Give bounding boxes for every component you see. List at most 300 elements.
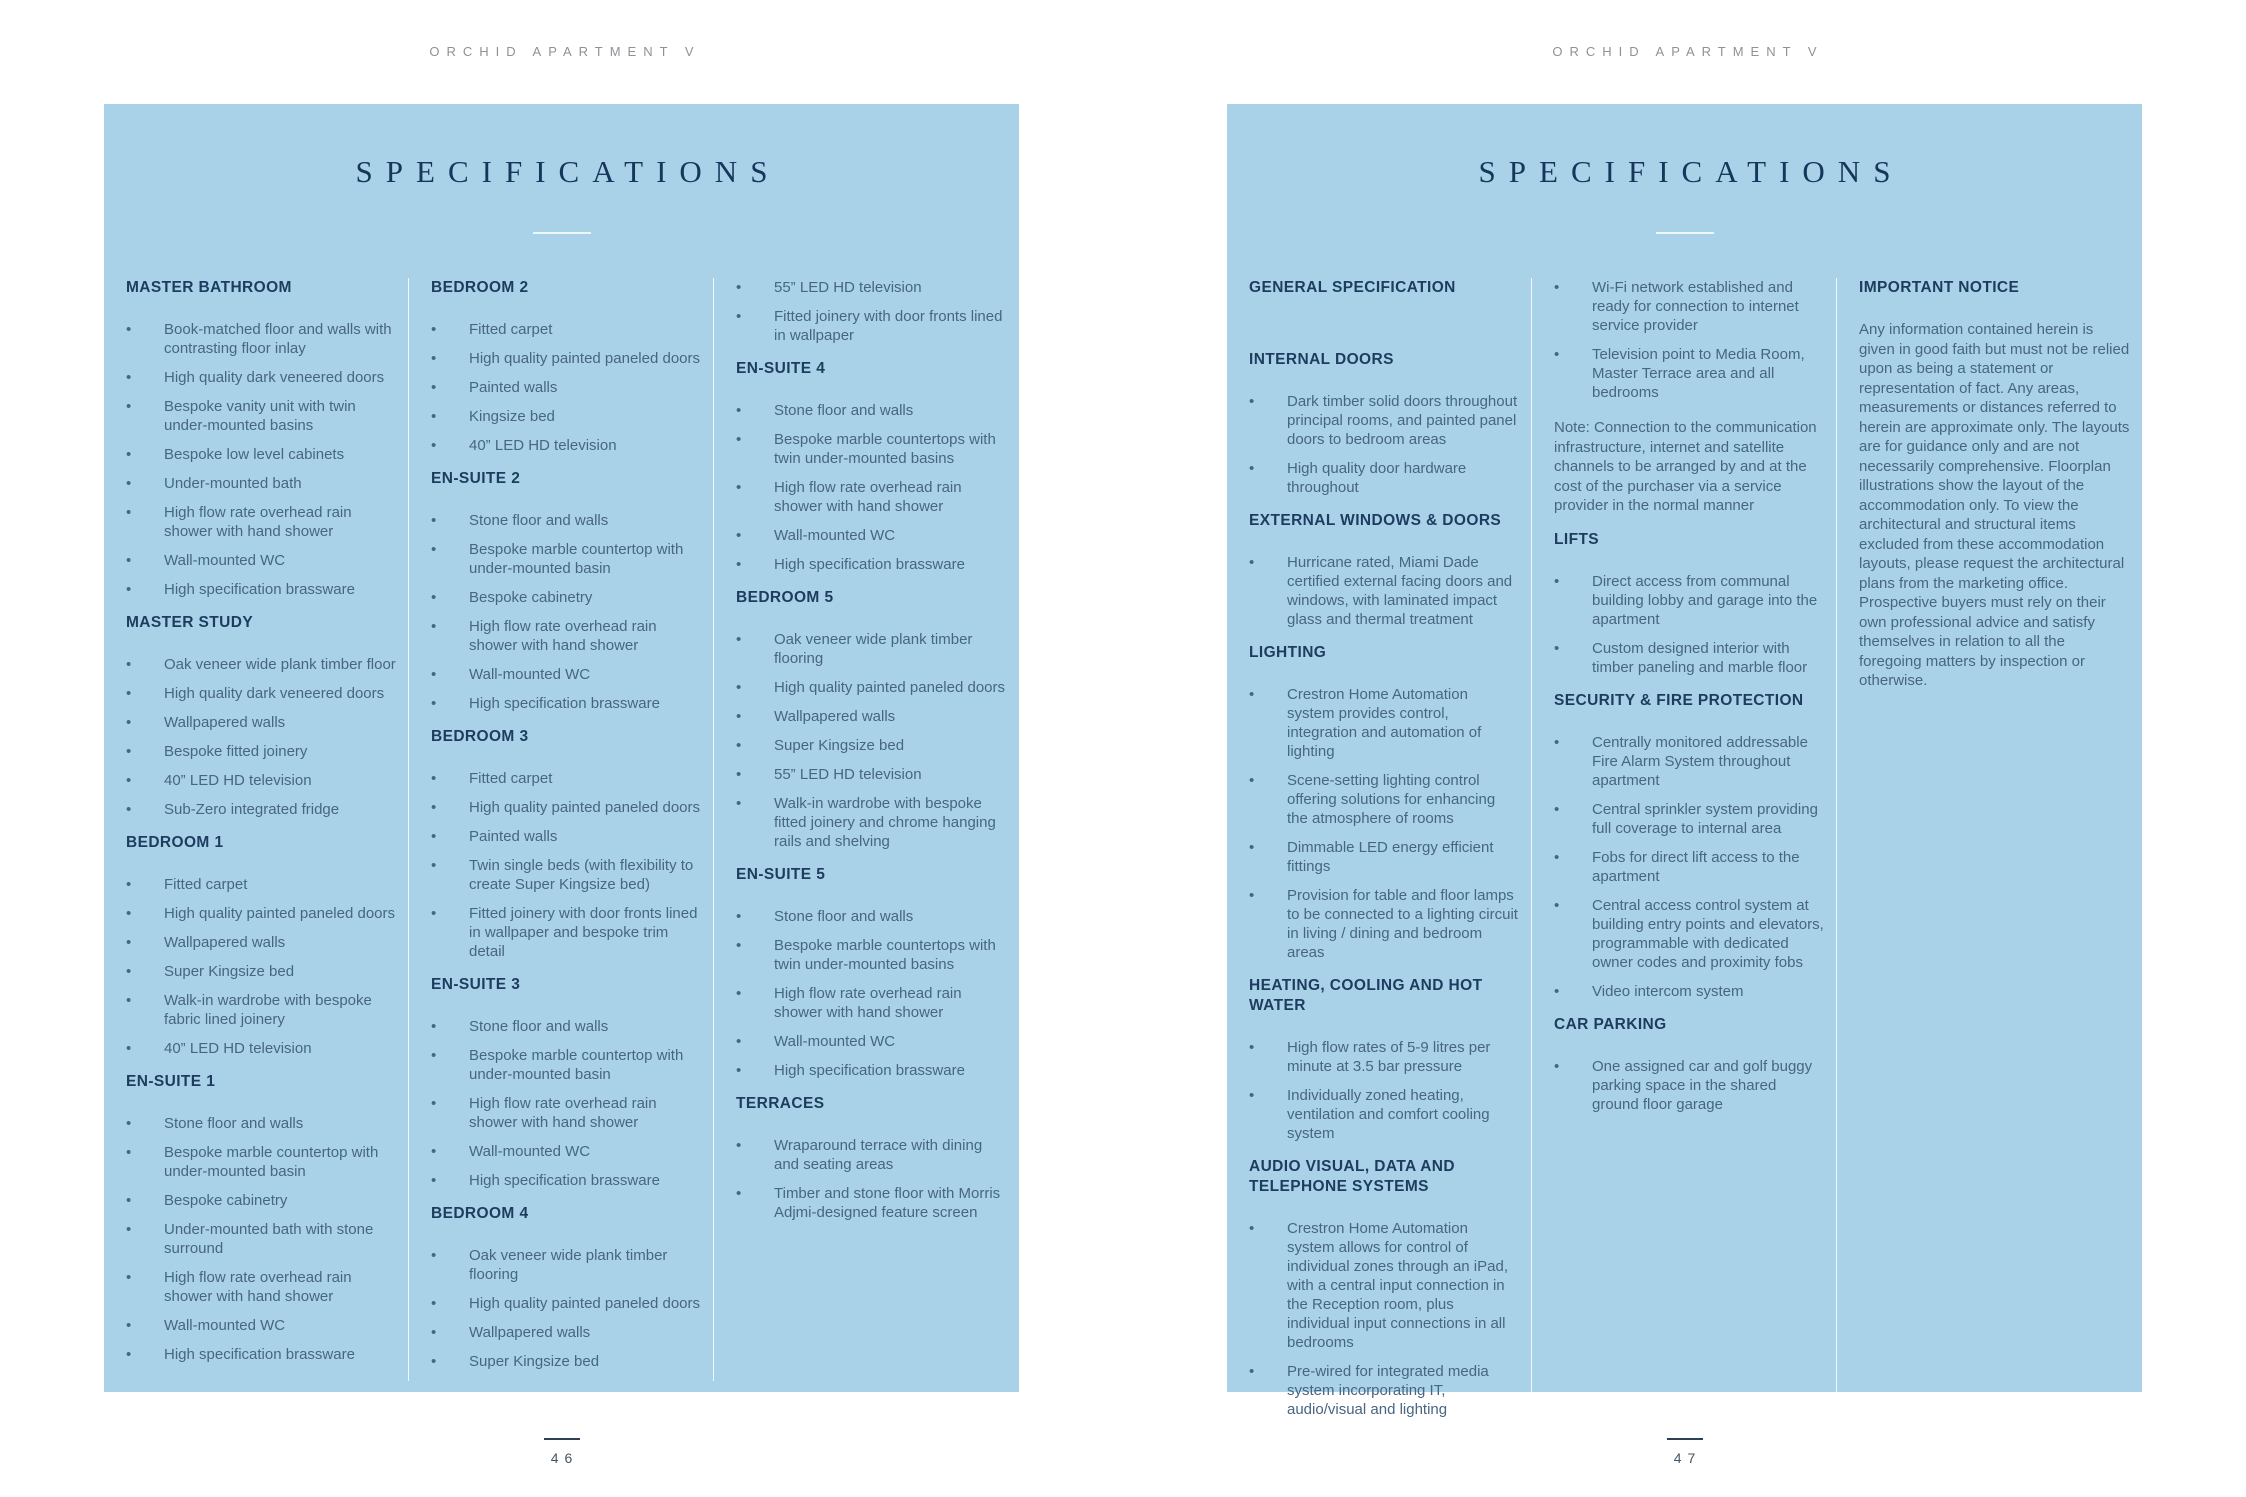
bullet-icon: • [126, 369, 132, 386]
spec-section [736, 865, 1007, 1080]
spec-list [1554, 733, 1824, 1001]
bullet-icon: • [736, 679, 742, 696]
item-text: Stone floor and walls [774, 402, 914, 419]
note-text: Note: Connection to the communication infrastructure, internet and satellite channels to be arranged by and at the cost of the purchaser via a service provider in the normal manner [1554, 419, 1817, 514]
item-text: High quality painted paneled doors [469, 799, 700, 816]
bullet-icon: • [126, 685, 132, 702]
list-item [126, 503, 396, 541]
bullet-icon: • [736, 631, 742, 648]
bullet-icon: • [126, 934, 132, 951]
list-item [1554, 1057, 1824, 1114]
list-item [1249, 886, 1519, 962]
item-text: 40” LED HD television [164, 1040, 312, 1057]
spec-section [126, 613, 396, 819]
list-item [431, 320, 701, 339]
bullet-icon: • [431, 828, 437, 845]
bullet-icon: • [126, 1221, 132, 1238]
item-text: Bespoke vanity unit with twin under-mounted basins [164, 398, 356, 434]
spec-column [1837, 278, 2142, 1429]
list-item [126, 368, 396, 387]
bullet-icon: • [431, 1095, 437, 1112]
page-left [0, 0, 1123, 1466]
bullet-icon: • [1249, 1039, 1255, 1056]
item-text: High specification brassware [469, 695, 660, 712]
bullet-icon: • [431, 408, 437, 425]
bullet-icon: • [736, 1137, 742, 1154]
item-text: Wall-mounted WC [774, 1033, 896, 1050]
bullet-icon: • [1554, 896, 1560, 914]
bullet-icon: • [736, 985, 742, 1002]
list-item [126, 713, 396, 732]
bullet-icon: • [126, 581, 132, 598]
section-heading: EN-SUITE 2 [431, 470, 521, 487]
spec-list [1249, 553, 1519, 629]
bullet-icon: • [1554, 1057, 1560, 1075]
item-text: Fitted carpet [469, 321, 553, 338]
spec-section [431, 727, 701, 961]
spec-column [1532, 278, 1837, 1429]
spec-list [126, 1114, 396, 1364]
item-text: Direct access from communal building lobby and garage into the apartment [1592, 572, 1818, 628]
item-text: Sub-Zero integrated fridge [164, 801, 340, 818]
bullet-icon: • [431, 321, 437, 338]
bullet-icon: • [126, 321, 132, 338]
section-heading: GENERAL SPECIFICATION [1249, 279, 1456, 296]
item-text: Bespoke cabinetry [469, 589, 593, 606]
list-item [431, 378, 701, 397]
bullet-icon: • [1554, 279, 1560, 296]
bullet-icon: • [431, 1047, 437, 1064]
bullet-icon: • [126, 475, 132, 492]
list-item [126, 875, 396, 894]
item-text: High flow rate overhead rain shower with hand shower [469, 1095, 657, 1131]
spec-section [1554, 1015, 1824, 1114]
bullet-icon: • [1554, 848, 1560, 866]
running-header: ORCHID APARTMENT V [1552, 44, 1824, 59]
list-item [736, 278, 1007, 297]
list-item [431, 694, 701, 713]
specifications-panel [104, 104, 1019, 1392]
section-heading: IMPORTANT NOTICE [1859, 279, 2020, 296]
bullet-icon: • [126, 772, 132, 789]
list-item [1249, 392, 1519, 449]
bullet-icon: • [126, 504, 132, 521]
list-item [736, 907, 1007, 926]
bullet-icon: • [1249, 460, 1255, 477]
spec-section [736, 1094, 1007, 1222]
item-text: Oak veneer wide plank timber flooring [469, 1247, 668, 1283]
item-text: High flow rate overhead rain shower with hand shower [774, 479, 962, 515]
list-item [1554, 733, 1824, 790]
section-heading: CAR PARKING [1554, 1015, 1667, 1033]
list-item [1249, 1219, 1519, 1352]
list-item [736, 526, 1007, 545]
item-text: Bespoke marble countertops with twin under-mounted basins [774, 431, 996, 467]
spec-section [431, 1204, 701, 1371]
list-item [736, 1184, 1007, 1222]
bullet-icon: • [126, 801, 132, 818]
item-text: Bespoke cabinetry [164, 1192, 288, 1209]
bullet-icon: • [1249, 1363, 1255, 1380]
bullet-icon: • [1249, 839, 1255, 856]
list-item [736, 307, 1007, 345]
item-text: High quality dark veneered doors [164, 369, 385, 386]
list-item [431, 1142, 701, 1161]
spec-section [126, 1072, 396, 1364]
bullet-icon: • [736, 527, 742, 544]
item-text: Fitted joinery with door fronts lined in wallpaper [774, 308, 1003, 344]
item-text: 55” LED HD television [774, 279, 922, 296]
bullet-icon: • [736, 402, 742, 419]
section-heading: EN-SUITE 5 [736, 866, 826, 883]
item-text: Wallpapered walls [469, 1324, 591, 1341]
list-item [1554, 800, 1824, 838]
list-item [736, 1136, 1007, 1174]
spec-columns [1227, 278, 2142, 1418]
title-divider [533, 232, 591, 234]
section-heading: AUDIO VISUAL, DATA AND TELEPHONE SYSTEMS [1249, 1158, 1455, 1195]
bullet-icon: • [1249, 393, 1255, 410]
list-item [431, 407, 701, 426]
spec-section [1554, 691, 1824, 1001]
item-text: Stone floor and walls [469, 512, 609, 529]
spec-list [431, 1017, 701, 1190]
item-text: Centrally monitored addressable Fire Alarm System throughout apartment [1592, 733, 1808, 789]
bullet-icon: • [736, 937, 742, 954]
list-item [736, 984, 1007, 1022]
list-item [736, 794, 1007, 851]
bullet-icon: • [431, 350, 437, 367]
bullet-icon: • [431, 1143, 437, 1160]
item-text: High flow rates of 5-9 litres per minute at 3.5 bar pressure [1287, 1039, 1491, 1075]
bullet-icon: • [1249, 887, 1255, 904]
item-text: High flow rate overhead rain shower with hand shower [164, 1269, 352, 1305]
bullet-icon: • [126, 552, 132, 569]
list-item [431, 665, 701, 684]
bullet-icon: • [431, 905, 437, 922]
spec-column [714, 278, 1019, 1381]
item-text: High quality painted paneled doors [469, 350, 700, 367]
bullet-icon: • [736, 279, 742, 296]
item-text: Kingsize bed [469, 408, 555, 425]
item-text: High quality painted paneled doors [774, 679, 1005, 696]
spec-list [1249, 685, 1519, 962]
list-item [126, 445, 396, 464]
item-text: Super Kingsize bed [774, 737, 905, 754]
item-text: 40” LED HD television [164, 772, 312, 789]
section-heading: BEDROOM 4 [431, 1205, 529, 1222]
list-item [431, 1046, 701, 1084]
section-heading: LIGHTING [1249, 644, 1327, 661]
section-heading: EXTERNAL WINDOWS & DOORS [1249, 512, 1502, 529]
spec-section [736, 359, 1007, 574]
item-text: Wall-mounted WC [164, 552, 286, 569]
spec-section [1554, 530, 1824, 677]
list-item [431, 436, 701, 455]
bullet-icon: • [431, 589, 437, 606]
item-text: Walk-in wardrobe with bespoke fitted joinery and chrome hanging rails and shelving [774, 795, 996, 850]
section-heading: EN-SUITE 3 [431, 976, 521, 993]
section-heading: MASTER BATHROOM [126, 279, 292, 296]
item-text: Stone floor and walls [164, 1115, 304, 1132]
item-text: Dimmable LED energy efficient fittings [1287, 839, 1494, 875]
spec-columns [104, 278, 1019, 1370]
item-text: High flow rate overhead rain shower with hand shower [469, 618, 657, 654]
spec-list [1554, 1057, 1824, 1114]
item-text: Bespoke fitted joinery [164, 743, 308, 760]
bullet-icon: • [431, 437, 437, 454]
item-text: Pre-wired for integrated media system incorporating IT, audio/visual and lighting [1287, 1363, 1489, 1418]
list-item [1554, 278, 1824, 335]
item-text: High quality dark veneered doors [164, 685, 385, 702]
list-item [1249, 685, 1519, 761]
item-text: Oak veneer wide plank timber floor [164, 656, 396, 673]
spec-section [1554, 278, 1824, 516]
item-text: Bespoke low level cabinets [164, 446, 345, 463]
item-text: High specification brassware [164, 581, 355, 598]
list-item [431, 1352, 701, 1371]
running-header: ORCHID APARTMENT V [429, 44, 701, 59]
spec-list [736, 1136, 1007, 1222]
item-text: High flow rate overhead rain shower with hand shower [164, 504, 352, 540]
bullet-icon: • [736, 479, 742, 496]
item-text: Scene-setting lighting control offering solutions for enhancing the atmosphere of rooms [1287, 772, 1496, 827]
spec-list [1249, 1038, 1519, 1143]
spec-section [126, 278, 396, 599]
list-item [126, 962, 396, 981]
spec-list [1249, 392, 1519, 497]
page-number: 47 [1673, 1450, 1702, 1466]
list-item [431, 1017, 701, 1036]
page-number: 46 [550, 1450, 579, 1466]
bullet-icon: • [431, 666, 437, 683]
bullet-icon: • [431, 1353, 437, 1370]
bullet-icon: • [1554, 800, 1560, 818]
item-text: Stone floor and walls [774, 908, 914, 925]
spec-section [431, 975, 701, 1190]
section-heading: EN-SUITE 1 [126, 1073, 216, 1090]
spec-section [1249, 643, 1519, 962]
item-text: Twin single beds (with flexibility to create Super Kingsize bed) [469, 857, 694, 893]
item-text: High specification brassware [164, 1346, 355, 1363]
list-item [431, 588, 701, 607]
list-item [126, 933, 396, 952]
list-item [126, 904, 396, 923]
list-item [1249, 1086, 1519, 1143]
item-text: Central sprinkler system providing full coverage to internal area [1592, 800, 1818, 837]
item-text: Bespoke marble countertops with twin under-mounted basins [774, 937, 996, 973]
page-footer [1123, 1438, 2246, 1466]
bullet-icon: • [431, 695, 437, 712]
item-text: High flow rate overhead rain shower with hand shower [774, 985, 962, 1021]
list-item [431, 617, 701, 655]
bullet-icon: • [1249, 772, 1255, 789]
list-item [126, 771, 396, 790]
list-item [1554, 345, 1824, 402]
item-text: Bespoke marble countertop with under-mounted basin [164, 1144, 379, 1180]
item-text: Wallpapered walls [164, 714, 286, 731]
bullet-icon: • [431, 799, 437, 816]
list-item [1554, 572, 1824, 629]
bullet-icon: • [126, 963, 132, 980]
spec-list [1554, 572, 1824, 677]
bullet-icon: • [736, 737, 742, 754]
item-text: Television point to Media Room, Master Terrace area and all bedrooms [1592, 346, 1805, 401]
section-heading: BEDROOM 5 [736, 589, 834, 606]
list-item [126, 1114, 396, 1133]
list-item [126, 1345, 396, 1364]
list-item [126, 991, 396, 1029]
item-text: Crestron Home Automation system provides control, integration and automation of lighting [1287, 686, 1482, 760]
list-item [736, 707, 1007, 726]
item-text: Wall-mounted WC [469, 1143, 591, 1160]
list-item [1554, 639, 1824, 677]
bullet-icon: • [736, 908, 742, 925]
list-item [126, 742, 396, 761]
list-item [1249, 459, 1519, 497]
spec-column [409, 278, 714, 1381]
bullet-icon: • [431, 541, 437, 558]
list-item [736, 678, 1007, 697]
page-right [1123, 0, 2246, 1466]
item-text: Wallpapered walls [774, 708, 896, 725]
list-item [1249, 838, 1519, 876]
list-item [1249, 1038, 1519, 1076]
spec-list [736, 630, 1007, 851]
spec-list [736, 278, 1007, 345]
item-text: Fitted carpet [469, 770, 553, 787]
item-text: Under-mounted bath with stone surround [164, 1221, 374, 1257]
list-item [126, 1268, 396, 1306]
spec-column [1227, 278, 1532, 1429]
bullet-icon: • [431, 618, 437, 635]
item-text: Fitted carpet [164, 876, 248, 893]
item-text: Bespoke marble countertop with under-mounted basin [469, 541, 684, 577]
bullet-icon: • [126, 714, 132, 731]
item-text: One assigned car and golf buggy parking space in the shared ground floor garage [1592, 1057, 1813, 1113]
bullet-icon: • [1249, 1220, 1255, 1237]
item-text: Super Kingsize bed [469, 1353, 600, 1370]
bullet-icon: • [736, 556, 742, 573]
bullet-icon: • [431, 857, 437, 874]
list-item [431, 769, 701, 788]
list-item [126, 1039, 396, 1058]
item-text: Wraparound terrace with dining and seating areas [774, 1137, 983, 1173]
spec-list [736, 401, 1007, 574]
spec-section [1249, 511, 1519, 629]
bullet-icon: • [126, 992, 132, 1009]
bullet-icon: • [736, 308, 742, 325]
bullet-icon: • [126, 1040, 132, 1057]
footer-rule [544, 1438, 580, 1440]
item-text: Walk-in wardrobe with bespoke fabric lined joinery [164, 992, 372, 1028]
spec-list [431, 1246, 701, 1371]
item-text: High specification brassware [774, 556, 965, 573]
bullet-icon: • [126, 1115, 132, 1132]
item-text: High quality door hardware throughout [1287, 460, 1467, 496]
list-item [431, 1171, 701, 1190]
list-item [126, 1220, 396, 1258]
list-item [431, 349, 701, 368]
list-item [126, 474, 396, 493]
item-text: High specification brassware [774, 1062, 965, 1079]
list-item [431, 856, 701, 894]
bullet-icon: • [431, 1247, 437, 1264]
item-text: Wall-mounted WC [774, 527, 896, 544]
spec-section [1859, 278, 2130, 691]
bullet-icon: • [431, 512, 437, 529]
list-item [431, 904, 701, 961]
bullet-icon: • [126, 446, 132, 463]
item-text: Stone floor and walls [469, 1018, 609, 1035]
page-title: SPECIFICATIONS [1478, 154, 1904, 189]
item-text: Bespoke marble countertop with under-mounted basin [469, 1047, 684, 1083]
bullet-icon: • [431, 1018, 437, 1035]
item-text: Dark timber solid doors throughout principal rooms, and painted panel doors to bedroom areas [1287, 393, 1518, 448]
section-heading: BEDROOM 3 [431, 728, 529, 745]
list-item [1554, 896, 1824, 972]
page-title: SPECIFICATIONS [355, 154, 781, 189]
list-item [126, 1316, 396, 1335]
section-heading: LIFTS [1554, 530, 1600, 548]
bullet-icon: • [431, 770, 437, 787]
bullet-icon: • [431, 1295, 437, 1312]
list-item [126, 684, 396, 703]
list-item [736, 630, 1007, 668]
bullet-icon: • [126, 1346, 132, 1363]
list-item [431, 540, 701, 578]
spec-list [1554, 278, 1824, 402]
list-item [431, 1294, 701, 1313]
bullet-icon: • [1554, 982, 1560, 1000]
list-item [126, 1143, 396, 1181]
bullet-icon: • [1554, 346, 1560, 363]
bullet-icon: • [126, 656, 132, 673]
item-text: Wi-Fi network established and ready for connection to internet service provider [1592, 279, 1799, 334]
list-item [736, 478, 1007, 516]
bullet-icon: • [431, 1324, 437, 1341]
section-heading: MASTER STUDY [126, 614, 254, 631]
item-text: High quality painted paneled doors [469, 1295, 700, 1312]
page-footer [0, 1438, 1123, 1466]
bullet-icon: • [736, 766, 742, 783]
section-heading: INTERNAL DOORS [1249, 351, 1394, 368]
list-item [736, 1032, 1007, 1051]
bullet-icon: • [1554, 572, 1560, 590]
item-text: Individually zoned heating, ventilation and comfort cooling system [1287, 1087, 1490, 1142]
specifications-panel [1227, 104, 2142, 1418]
item-text: Custom designed interior with timber paneling and marble floor [1592, 639, 1808, 676]
bullet-icon: • [1554, 639, 1560, 657]
list-item [736, 736, 1007, 755]
list-item [431, 798, 701, 817]
list-item [736, 555, 1007, 574]
item-text: High quality painted paneled doors [164, 905, 395, 922]
item-text: Central access control system at building entry points and elevators, programmable with dedicated owner codes and proximity fobs [1592, 896, 1824, 971]
section-heading: SECURITY & FIRE PROTECTION [1554, 691, 1804, 709]
spec-section [1249, 976, 1519, 1143]
list-item [431, 1246, 701, 1284]
list-item [1554, 982, 1824, 1001]
list-item [736, 765, 1007, 784]
bullet-icon: • [126, 1317, 132, 1334]
item-text: Painted walls [469, 379, 558, 396]
list-item [736, 1061, 1007, 1080]
list-item [126, 655, 396, 674]
bullet-icon: • [736, 1185, 742, 1202]
list-item [126, 397, 396, 435]
bullet-icon: • [126, 876, 132, 893]
